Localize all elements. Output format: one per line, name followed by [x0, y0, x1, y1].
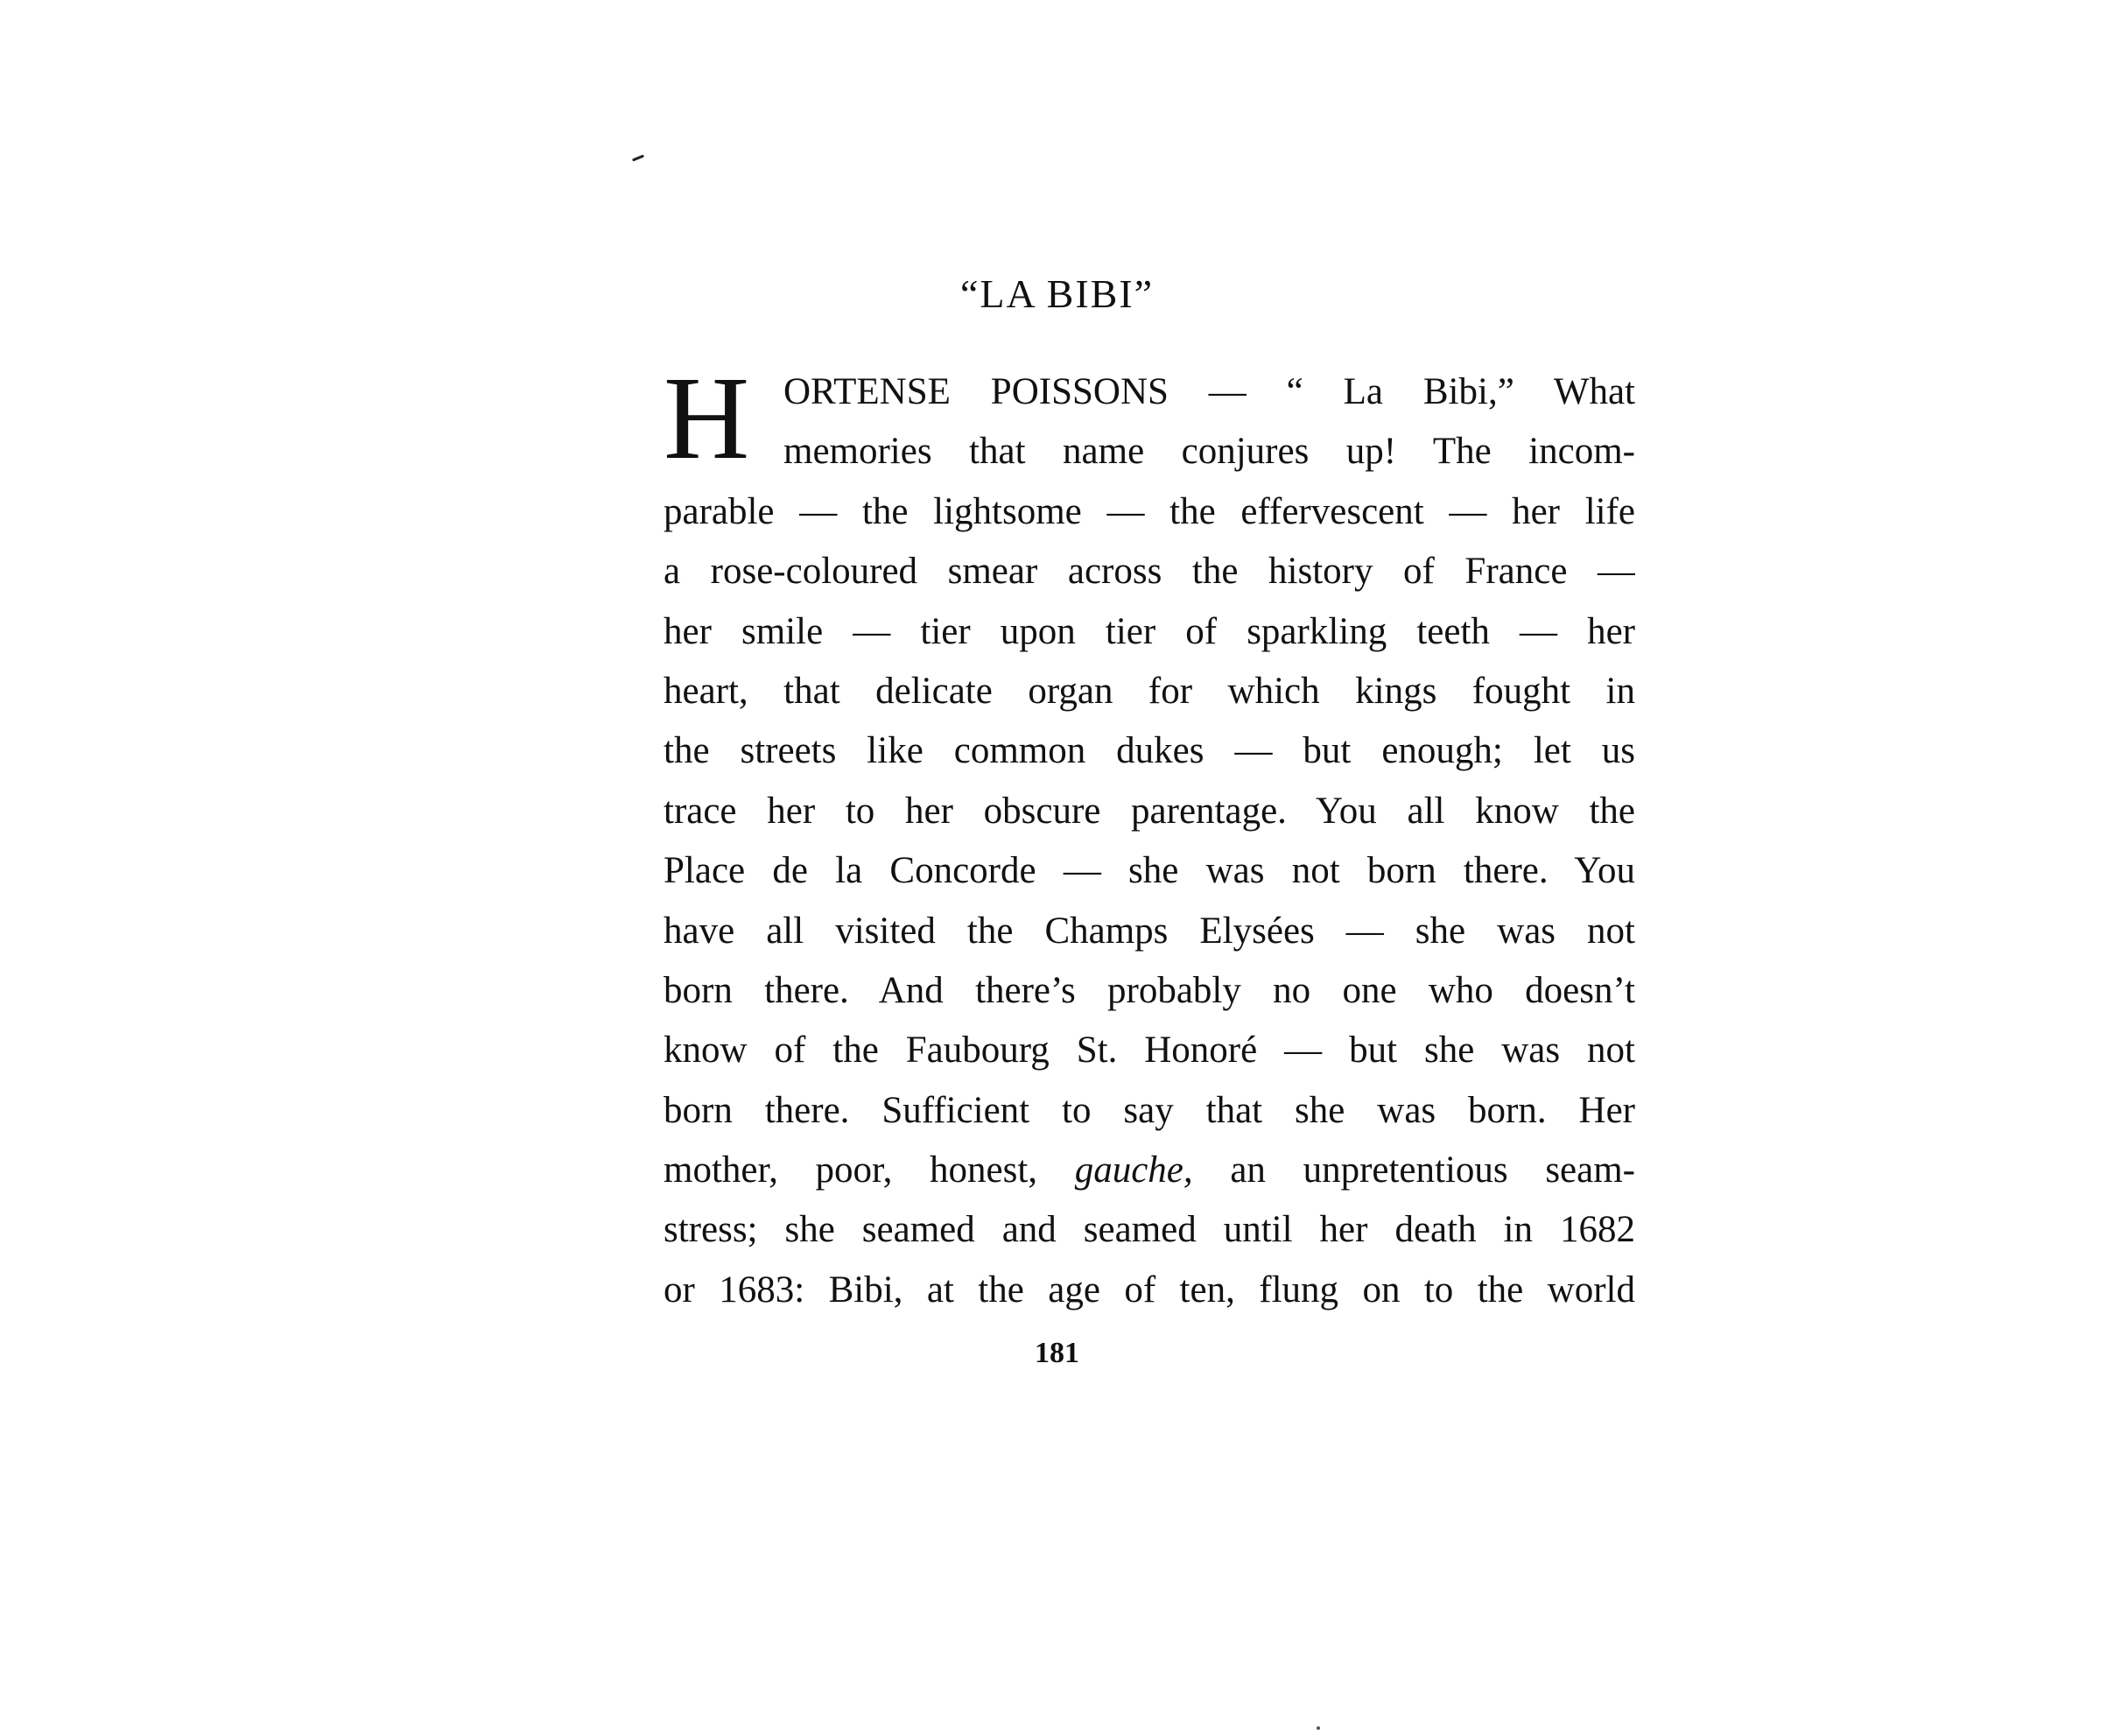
- text-line: or 1683: Bibi, at the age of ten, flung on to the world: [664, 1269, 1635, 1311]
- text-line: have all visited the Champs Elysées — she was not: [664, 910, 1635, 952]
- text-line: ORTENSE POISSONS — “ La Bibi,” What: [783, 371, 1635, 412]
- text-line: know of the Faubourg St. Honoré — but she was not: [664, 1030, 1635, 1072]
- text-line: born there. Sufficient to say that she was born. Her: [664, 1089, 1635, 1131]
- scan-dot: [1317, 1726, 1320, 1730]
- page-number: 181: [1035, 1337, 1079, 1369]
- text-segment: mother, poor, honest,: [664, 1149, 1075, 1191]
- text-line: heart, that delicate organ for which kings fought in: [664, 670, 1635, 712]
- text-line: trace her to her obscure parentage. You all know the: [664, 790, 1635, 832]
- scan-speck: [632, 154, 644, 161]
- text-line: Place de la Concorde — she was not born there. You: [664, 850, 1635, 892]
- text-line-with-italic: [664, 1141, 1635, 1200]
- text-line: the streets like common dukes — but enough; let us: [664, 730, 1635, 772]
- drop-cap: H: [664, 353, 750, 484]
- chapter-title: “LA BIBI”: [959, 271, 1155, 316]
- text-line: parable — the lightsome — the effervescent — her life: [664, 490, 1635, 532]
- text-segment: an unpretentious seam-: [1192, 1149, 1635, 1191]
- text-line: a rose-coloured smear across the history of France —: [664, 551, 1635, 593]
- text-line: born there. And there’s probably no one who doesn’t: [664, 969, 1635, 1011]
- italic-word: gauche,: [1074, 1149, 1193, 1191]
- text-line: stress; she seamed and seamed until her death in 1682: [664, 1209, 1635, 1251]
- text-line: memories that name conjures up! The incom-: [783, 431, 1635, 473]
- body-text: [664, 353, 1635, 1320]
- text-line: her smile — tier upon tier of sparkling teeth — her: [664, 610, 1635, 652]
